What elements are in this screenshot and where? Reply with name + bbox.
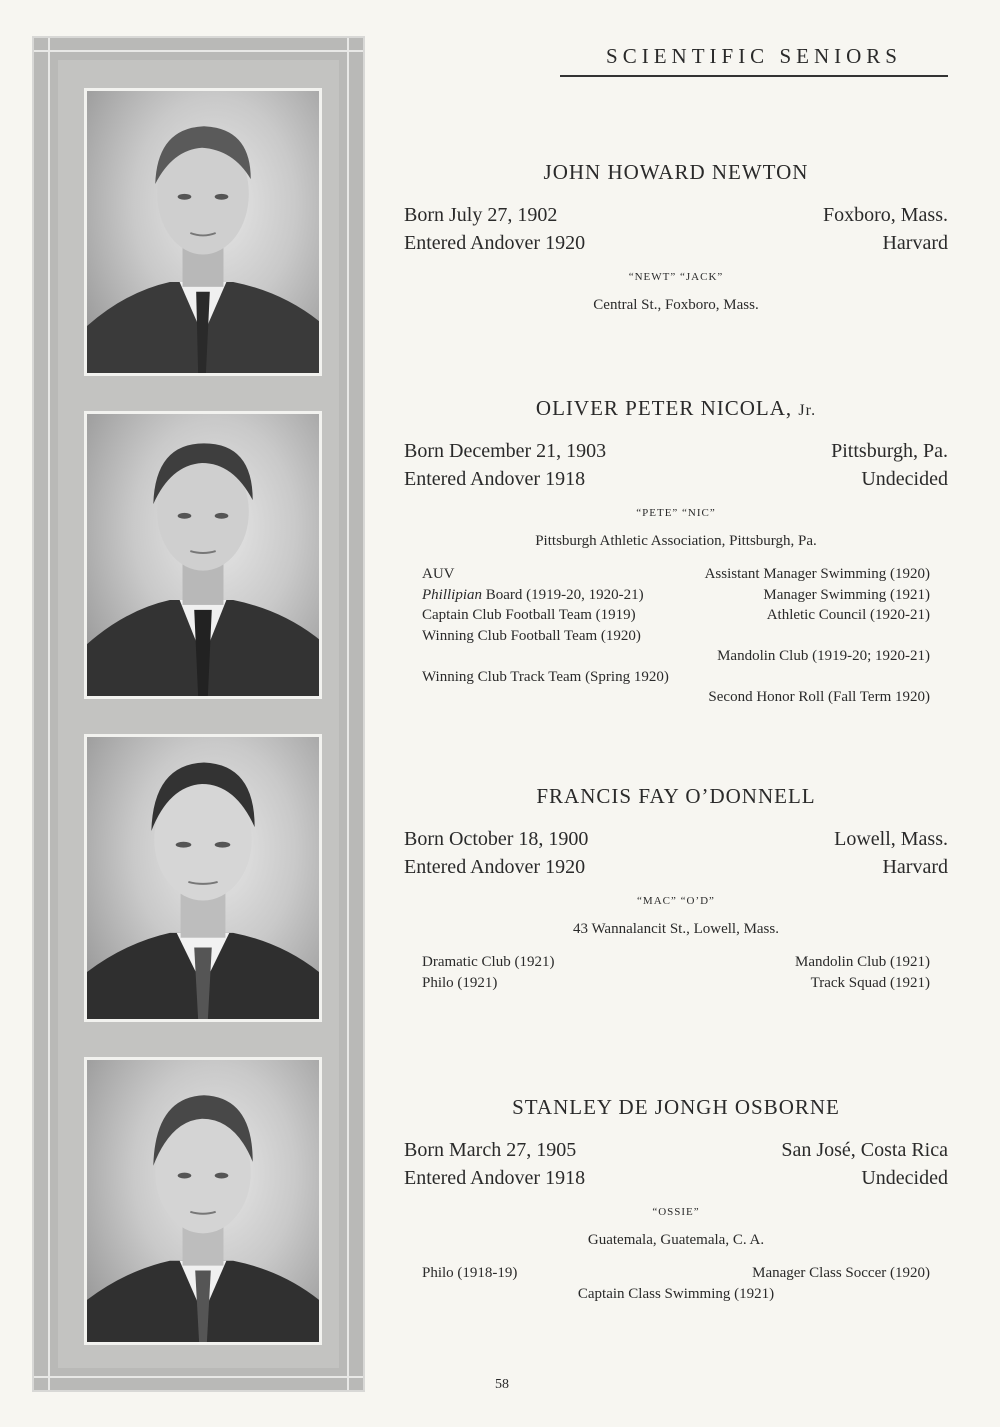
senior-name xyxy=(404,1095,948,1120)
publication-name: Phillipian xyxy=(422,586,482,603)
page-number: 58 xyxy=(495,1377,509,1392)
activity: AUV xyxy=(422,566,455,582)
hometown: Foxboro, Mass. xyxy=(822,204,948,226)
entered-row xyxy=(404,1164,948,1192)
nicknames: “MAC” “O’D” xyxy=(637,895,715,907)
page-title: SCIENTIFIC SENIORS xyxy=(560,44,948,77)
senior-name xyxy=(404,160,948,185)
born-date: Born October 18, 1900 xyxy=(404,828,589,850)
senior-name xyxy=(404,396,948,421)
activity-row xyxy=(422,585,930,606)
entered-row xyxy=(404,229,948,257)
college: Harvard xyxy=(882,232,948,254)
activity: Philo (1921) xyxy=(422,974,498,991)
activity-row xyxy=(422,564,930,585)
nicknames: “OSSIE” xyxy=(652,1206,700,1218)
senior-name-text: OLIVER PETER NICOLA, xyxy=(535,396,799,420)
activity: Winning Club Track Team (Spring 1920) xyxy=(422,668,669,685)
activity xyxy=(422,585,644,606)
activity: Manager Swimming (1921) xyxy=(763,586,930,603)
college: Undecided xyxy=(861,468,948,490)
hometown: San José, Costa Rica xyxy=(781,1139,948,1161)
activity: Mandolin Club (1919-20; 1920-21) xyxy=(717,648,930,664)
entered-year: Entered Andover 1918 xyxy=(404,1167,586,1189)
activity: Philo (1918-19) xyxy=(422,1265,518,1281)
hometown: Lowell, Mass. xyxy=(834,828,948,850)
activity-row xyxy=(422,687,930,708)
college: Harvard xyxy=(882,856,948,878)
activity-text: Board (1919-20, 1920-21) xyxy=(482,586,644,603)
born-date: Born December 21, 1903 xyxy=(404,440,607,462)
activity-row xyxy=(422,646,930,667)
activity-row xyxy=(422,952,930,973)
address: Pittsburgh Athletic Association, Pittsburgh, Pa. xyxy=(535,533,817,549)
birth-row xyxy=(404,437,948,465)
activity-row xyxy=(422,1263,930,1284)
senior-name xyxy=(404,784,948,809)
senior-entry xyxy=(404,784,948,993)
activity: Mandolin Club (1921) xyxy=(795,954,930,970)
senior-name-text: FRANCIS FAY O’DONNELL xyxy=(536,784,816,808)
senior-name-text: JOHN HOWARD NEWTON xyxy=(543,160,809,184)
activity-row xyxy=(422,605,930,626)
address: Guatemala, Guatemala, C. A. xyxy=(587,1232,765,1248)
nicknames: “NEWT” “JACK” xyxy=(628,271,724,283)
portrait-odonnell xyxy=(84,734,322,1022)
activity: Track Squad (1921) xyxy=(810,974,930,991)
photo-strip xyxy=(32,36,365,1392)
activity-row xyxy=(422,973,930,994)
activity: Captain Club Football Team (1919) xyxy=(422,607,636,623)
activity-row xyxy=(422,626,930,647)
entered-year: Entered Andover 1920 xyxy=(404,232,586,254)
activities-list xyxy=(422,1263,930,1304)
activity-row xyxy=(422,667,930,688)
college: Undecided xyxy=(861,1167,948,1189)
address: Central St., Foxboro, Mass. xyxy=(593,297,759,313)
portrait-newton xyxy=(84,88,322,376)
activity: Second Honor Roll (Fall Term 1920) xyxy=(708,689,930,705)
birth-row xyxy=(404,1136,948,1164)
portrait-nicola xyxy=(84,411,322,699)
birth-row xyxy=(404,825,948,853)
activities-list xyxy=(422,952,930,993)
entered-year: Entered Andover 1920 xyxy=(404,856,586,878)
activity: Manager Class Soccer (1920) xyxy=(752,1265,930,1281)
activity-row xyxy=(422,1284,930,1305)
activity: Captain Class Swimming (1921) xyxy=(577,1285,775,1302)
activity: Dramatic Club (1921) xyxy=(422,954,555,970)
activity: Athletic Council (1920-21) xyxy=(766,607,930,623)
birth-row xyxy=(404,201,948,229)
entered-year: Entered Andover 1918 xyxy=(404,468,586,490)
strip-border-line xyxy=(347,38,349,1390)
entered-row xyxy=(404,853,948,881)
strip-border-line xyxy=(34,1376,363,1378)
strip-border-line xyxy=(34,50,363,52)
born-date: Born July 27, 1902 xyxy=(404,204,558,226)
strip-border-line xyxy=(48,38,50,1390)
senior-entry xyxy=(404,1095,948,1304)
activity: Assistant Manager Swimming (1920) xyxy=(704,566,930,582)
hometown: Pittsburgh, Pa. xyxy=(831,440,948,462)
nicknames: “PETE” “NIC” xyxy=(636,507,716,519)
entered-row xyxy=(404,465,948,493)
activity: Winning Club Football Team (1920) xyxy=(422,627,641,644)
address: 43 Wannalancit St., Lowell, Mass. xyxy=(573,921,779,937)
name-suffix: Jr. xyxy=(798,402,817,419)
portrait-osborne xyxy=(84,1057,322,1345)
senior-entry xyxy=(404,396,948,708)
activities-list xyxy=(422,564,930,708)
senior-entry xyxy=(404,160,948,314)
born-date: Born March 27, 1905 xyxy=(404,1139,577,1161)
senior-name-text: STANLEY DE JONGH OSBORNE xyxy=(512,1095,840,1119)
